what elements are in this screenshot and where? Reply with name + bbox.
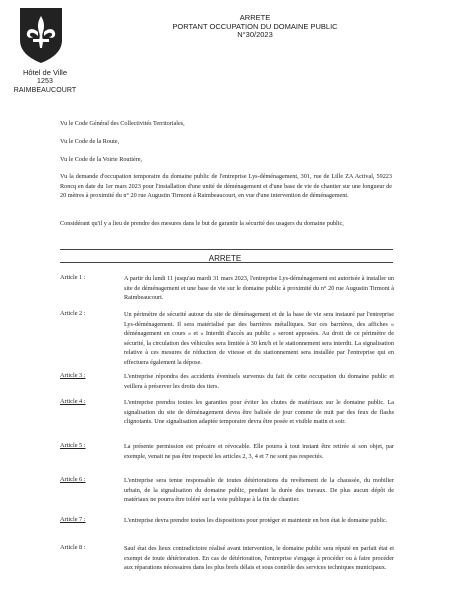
visa-line: Vu le Code Général des Collectivités Territoriales, bbox=[60, 120, 185, 127]
article-label: Article 7 : bbox=[60, 516, 86, 523]
article-text: L'entreprise répondra des accidents éventuels survenus du fait de cette occupation du domaine public et veillera à préserver les droits des tiers. bbox=[124, 373, 394, 390]
article-label: Article 8 : bbox=[60, 544, 86, 551]
mairie-address-block bbox=[6, 68, 84, 95]
article-text: L'entreprise devra prendre toutes les dispositions pour protéger et maintenir en bon état le domaine public. bbox=[124, 517, 388, 524]
header-title: ARRETE bbox=[239, 13, 271, 22]
article-label: Article 3 : bbox=[60, 372, 86, 379]
city-coat-of-arms-icon bbox=[18, 6, 64, 64]
header-number: N°30/2023 bbox=[237, 30, 273, 39]
mairie-address: 1253 RAIMBEAUCOURT bbox=[13, 78, 77, 94]
header-subtitle: PORTANT OCCUPATION DU DOMAINE PUBLIC bbox=[172, 21, 338, 31]
visa-line: Vu le Code de la Route, bbox=[60, 138, 120, 145]
article-label: Article 1 : bbox=[60, 274, 86, 281]
article-label: Article 6 : bbox=[60, 476, 86, 483]
article-label: Article 5 : bbox=[60, 442, 86, 449]
mairie-name: Hôtel de Ville bbox=[22, 68, 68, 77]
article-text: La présente permission est précaire et révocable. Elle pourra à tout instant être retirée si son objet, par exemple, venait ne pas être respecté les articles 2, 3, 4 et 7 ne sont pas respectés. bbox=[124, 443, 394, 460]
article-text: A partir du lundi 11 jusqu'au mardi 31 mars 2023, l'entreprise Lys-déménagement est autorisée à installer un site de déménagement et une base de vie sur le domaine public à proximité du n° 20 rue Augustin Tirmont à Raimbeaucourt. bbox=[124, 275, 394, 302]
article-label: Article 2 : bbox=[60, 310, 86, 317]
article-label: Article 4 : bbox=[60, 398, 86, 405]
article-text: Un périmètre de sécurité autour du site de déménagement et de la base de vie sera instauré par l'entreprise Lys-déménagement. Il sera matérialisé par des barrières métalliques. Sur ces barrières, des affiches « déménagement en cours » et « Interdit d'accès au public » seront apposées. Au droit de ce périmètre de sécurité, la circulation des véhicules sera limitée à 30 km/h et le stationnement sera interdit. La signalisation relative à ces mesures de réduction de vitesse et du stationnement sera installée par l'entreprise qui en effectuera également la dépose. bbox=[124, 311, 394, 366]
visa-line: Vu le Code de la Voirie Routière, bbox=[60, 156, 143, 163]
considerant-paragraph: Considérant qu'il y a lieu de prendre des mesures dans le but de garantir la sécurité des usagers du domaine public, bbox=[60, 220, 344, 227]
arrete-heading-text: ARRETE bbox=[208, 254, 242, 263]
document-header bbox=[120, 14, 390, 40]
visa-paragraph: Vu la demande d'occupation temporaire du domaine public de l'entreprise Lys-déménagement, 301, rue de Lille ZA Actival, 59223 Roncq en date du 1er mars 2023 pour l'installation d'une unité de déménagement et d'une base de vie de chantier sur une longueur de 20 mètres à proximité du n° 20 rue Augustin Tirmont à Raimbeaucourt, en vue d'une intervention de déménagement. bbox=[60, 173, 392, 200]
article-text: Sauf état des lieux contradictoire réalisé avant intervention, le domaine public sera réputé en parfait état et exempt de toute détérioration. En cas de détérioration, l'entreprise s'engage à procéder ou à faire procéder aux réparations nécessaires dans les plus brefs délais et sous contrôle des services techniques municipaux. bbox=[124, 545, 394, 572]
arrete-heading bbox=[0, 248, 450, 266]
article-text: L'entreprise prendra toutes les garanties pour éviter les chutes de matériaux sur le domaine public. La signalisation du site de déménagement devra être balisée de jour comme de nuit par des feux de flashs clignotants. Une signalisation adaptée temporaire devra être posée et visible matin et soir. bbox=[124, 399, 394, 426]
article-text: L'entreprise sera tenue responsable de toutes détériorations du revêtement de la chaussée, du mobilier urbain, de la signalisation du domaine public, pendant la durée des travaux. De plus aucun dépôt de matériaux ne pourra être toléré sur la voie publique à la fin de chantier. bbox=[124, 477, 394, 504]
divider-bottom bbox=[60, 262, 393, 263]
